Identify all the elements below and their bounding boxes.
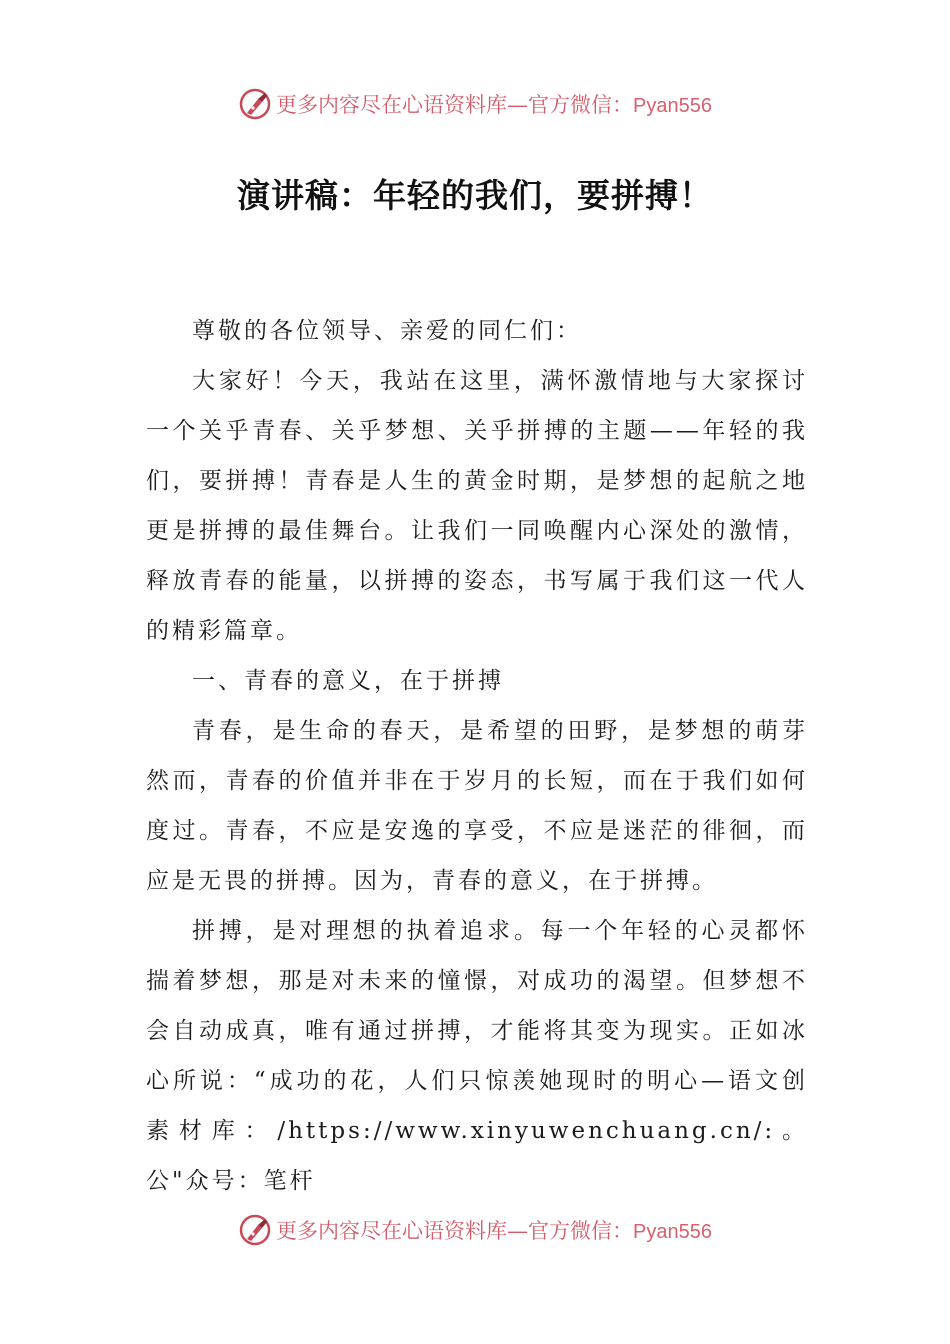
pen-nib-logo-icon <box>238 87 272 121</box>
header-banner <box>0 84 950 124</box>
document-body <box>146 306 808 1206</box>
pen-nib-logo-icon <box>238 1213 272 1247</box>
banner-cn-text: 更多内容尽在心语资料库—官方微信： <box>276 1219 634 1243</box>
paragraph-intro: 大家好！今天，我站在这里，满怀激情地与大家探讨一个关乎青春、关乎梦想、关乎拼搏的主题——年轻的我们，要拼搏！青春是人生的黄金时期，是梦想的起航之地更是拼搏的最佳舞台。让我们一同唤醒内心深处的激情，释放青春的能量，以拼搏的姿态，书写属于我们这一代人的精彩篇章。 <box>146 368 808 644</box>
banner-wechat-id: Pyan556 <box>633 95 712 117</box>
footer-banner <box>0 1210 950 1250</box>
banner-wechat-id: Pyan556 <box>633 1221 712 1243</box>
banner-text <box>276 1215 712 1245</box>
banner-text <box>276 89 712 119</box>
banner-cn-text: 更多内容尽在心语资料库—官方微信： <box>276 93 634 117</box>
page-title: 演讲稿：年轻的我们，要拼搏！ <box>237 176 713 215</box>
section-heading-1: 一、青春的意义，在于拼搏 <box>192 668 504 694</box>
paragraph-pursuit: 拼搏，是对理想的执着追求。每一个年轻的心灵都怀揣着梦想，那是对未来的憧憬，对成功的渴望。但梦想不会自动成真，唯有通过拼搏，才能将其变为现实。正如冰心所说：“成功的花，人们只惊羡她现时的明心—语文创素材库：/https://www.xinyuwenchuang.cn/:。公"众号：笔杆 <box>146 918 808 1194</box>
paragraph-youth-meaning: 青春，是生命的春天，是希望的田野，是梦想的萌芽然而，青春的价值并非在于岁月的长短，而在于我们如何度过。青春，不应是安逸的享受，不应是迷茫的徘徊，而应是无畏的拼搏。因为，青春的意义，在于拼搏。 <box>146 718 808 894</box>
paragraph-greeting: 尊敬的各位领导、亲爱的同仁们： <box>192 318 582 344</box>
